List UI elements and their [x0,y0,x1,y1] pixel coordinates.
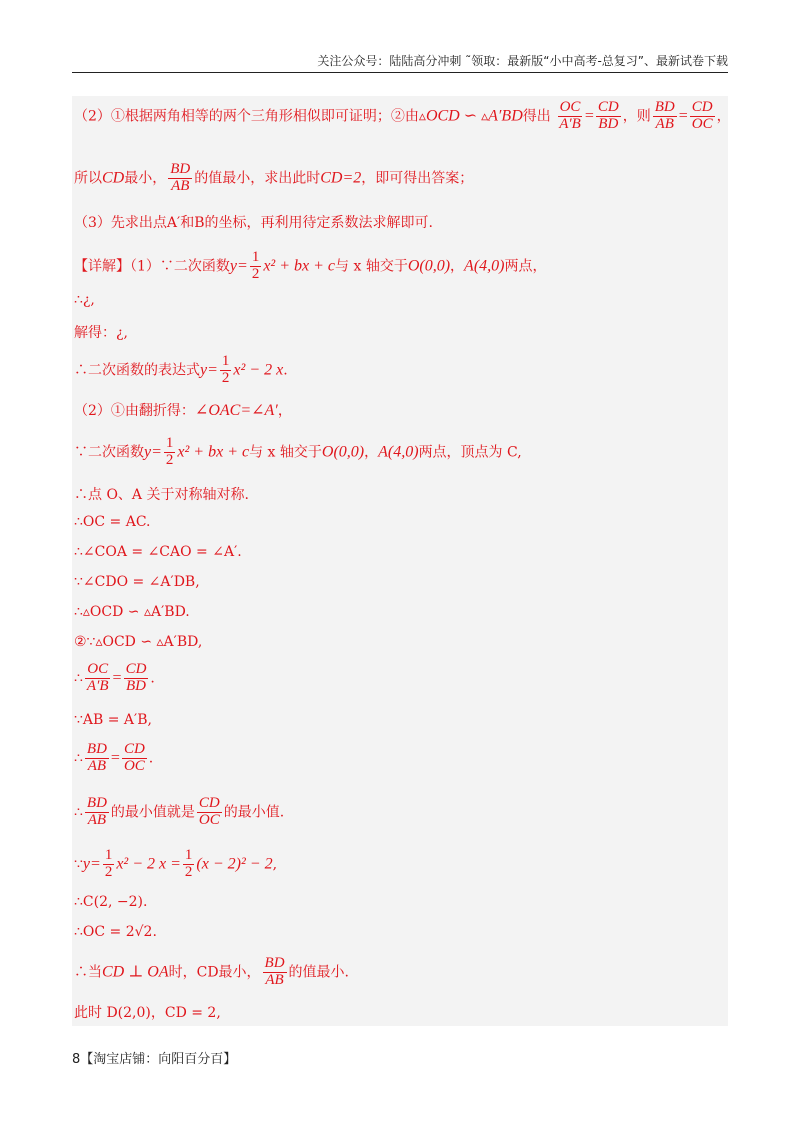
fraction: $\frac{CD}{BD}$ [597,99,619,132]
detail-line-1 [74,250,546,283]
analysis-line-3: （3）先求出点A′和B的坐标，再利用待定系数法求解即可. [74,215,433,231]
triangle-symbol: ▵ [418,108,426,125]
text: 时，CD最小， [168,964,261,981]
page-header: 关注公众号：陆陆高分冲刺 ˜领取：最新版“小中高考-总复习”、最新试卷下载 [72,52,728,73]
math: (x − 2)² − 2 [196,855,273,873]
text: ， [716,108,731,125]
analysis-line-2b [74,162,473,195]
fraction: $\frac{1}{2}$ [221,353,230,386]
math: y= [82,855,101,873]
detail-line-6 [74,436,522,469]
math: O(0,0) [407,257,451,275]
fraction: $\frac{BD}{AB}$ [86,795,107,828]
text: 两点， [504,258,547,275]
text: ， [450,258,465,275]
similar-symbol: ∽ [459,107,482,125]
fraction: $\frac{BD}{AB}$ [264,955,285,988]
equals: = [584,107,594,125]
math: x² − 2 x [233,361,284,379]
math: y= [144,443,162,461]
fraction: $\frac{1}{2}$ [104,847,113,880]
fraction: $\frac{BD}{AB}$ [654,99,675,132]
detail-line-3: 解得：¿, [74,325,128,341]
math: CD [102,169,125,187]
detail-line-14: ∵AB = A′B, [74,712,152,728]
text: 与 x 轴交于 [249,444,322,461]
footer-shop-text: 【淘宝店铺：向阳百分百】 [80,1052,237,1067]
text: 的值最小，求出此时 [194,170,321,187]
detail-line-10: ∵∠CDO = ∠A′DB, [74,574,200,590]
detail-line-9: ∴∠COA = ∠CAO = ∠A′. [74,544,242,560]
math: x² + bx + c [263,257,336,275]
text: 得出 [522,108,551,125]
text: ∵ [74,856,83,873]
detail-line-12: ②∵▵OCD ∽ ▵A′BD, [74,634,203,650]
text: 两点，顶点为 C, [418,444,522,461]
triangle-symbol: ▵ [481,108,489,125]
page-footer [72,1048,236,1067]
solution-panel [72,96,731,1026]
fraction: $\frac{BD}{AB}$ [170,161,191,194]
text: （2）①根据两角相等的两个三角形相似即可证明；②由 [74,108,419,125]
fraction: $\frac{CD}{OC}$ [198,795,220,828]
detail-line-17 [74,848,277,881]
analysis-line-2 [74,100,731,133]
detail-line-11: ∴▵OCD ∽ ▵A′BD. [74,604,190,620]
math: A′BD [488,107,523,125]
math: A(4,0) [378,443,419,461]
text: . [283,362,288,379]
fraction: $\frac{OC}{A'B}$ [559,99,581,132]
fraction: $\frac{1}{2}$ [184,847,193,880]
math: O(0,0) [321,443,365,461]
equals: = [678,107,688,125]
text: （2）①由翻折得： [74,403,195,419]
fraction: $\frac{CD}{OC}$ [123,741,145,774]
text: ∴二次函数的表达式 [74,362,200,379]
math: ∠OAC=∠A′ [194,402,278,419]
fraction: $\frac{CD}{BD}$ [125,661,147,694]
text: . [150,670,155,687]
text: ∴ [74,670,83,687]
detail-line-15 [74,742,153,775]
text: 的最小值就是 [110,804,195,821]
text: ∴ [74,804,83,821]
detail-line-16 [74,796,284,829]
detail-tag: 【详解】 [74,258,130,275]
text: （1）∵二次函数 [130,258,230,275]
text: 与 x 轴交于 [335,258,408,275]
fraction: $\frac{1}{2}$ [251,249,260,282]
text: ， [277,403,292,419]
equals: = [110,749,120,767]
text: ∵二次函数 [74,444,144,461]
math: A(4,0) [464,257,505,275]
math: OCD [425,107,460,125]
detail-line-4 [74,354,288,387]
detail-line-18: ∴C(2, −2). [74,894,148,910]
math: CD=2 [320,169,362,187]
text: 的最小值. [223,804,285,821]
text: ∴当 [74,964,102,981]
text: ∴ [74,750,83,767]
text: . [148,750,154,767]
math: y= [200,361,218,379]
fraction: $\frac{OC}{A'B}$ [86,661,109,694]
math: x² − 2 x = [116,855,181,873]
text: 所以 [74,170,102,187]
text: ，即可得出答案； [361,170,474,187]
detail-line-21: 此时 D(2,0)，CD = 2, [74,1005,221,1021]
detail-line-13 [74,662,155,695]
detail-line-8: ∴OC = AC. [74,514,151,530]
detail-line-19: ∴OC = 2√2. [74,924,157,940]
text: 的值最小. [288,964,349,981]
equals: = [112,669,122,687]
math: x² + bx + c [177,443,250,461]
detail-line-5 [74,400,292,420]
detail-line-7: ∴点 O、A 关于对称轴对称. [74,487,249,503]
fraction: $\frac{1}{2}$ [165,435,174,468]
text: , [272,856,278,873]
fraction: $\frac{CD}{OC}$ [691,99,713,132]
fraction: $\frac{BD}{AB}$ [86,741,107,774]
text: ， [364,444,379,461]
math: CD ⊥ OA [102,963,169,981]
detail-line-2: ∴¿, [74,292,95,308]
page-number: 8 [72,1052,81,1067]
detail-line-20 [74,956,349,989]
text: ，则 [622,108,651,125]
text: 最小， [124,170,167,187]
math: y= [229,257,248,275]
